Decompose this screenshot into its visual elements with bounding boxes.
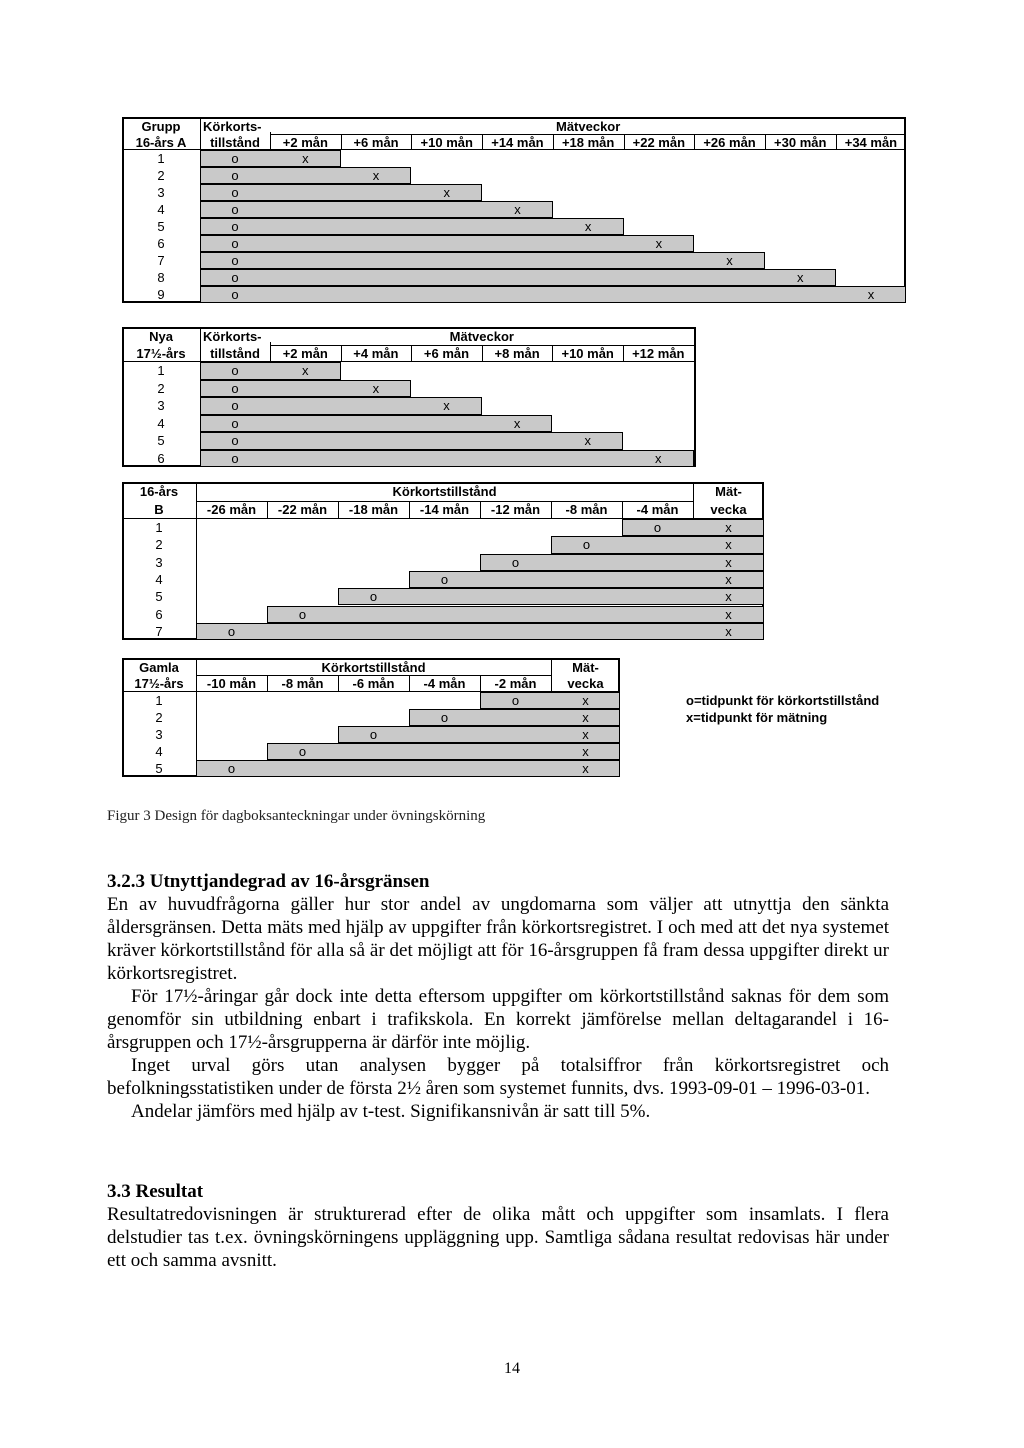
column-header: +8 mån [494, 345, 540, 361]
mark-x: x [725, 520, 732, 535]
group-label-line-2: B [154, 501, 164, 517]
mark-o: o [653, 520, 662, 535]
page-number: 14 [504, 1360, 520, 1377]
figure-caption: Figur 3 Design för dagboksanteckningar under övningskörning [107, 808, 486, 824]
mark-o: o [231, 270, 239, 285]
column-header: -22 mån [277, 501, 328, 517]
mark-x: x [443, 398, 450, 413]
column-header: -26 mån [206, 501, 257, 517]
mark-x: x [797, 270, 804, 285]
column-divider [411, 134, 412, 151]
row-number: 6 [157, 236, 165, 251]
column-divider [480, 501, 481, 520]
timeline-bar [409, 571, 764, 588]
timeline-bar [267, 743, 620, 760]
column-divider [338, 675, 339, 692]
mark-o: o [231, 433, 239, 448]
mark-o: o [511, 554, 520, 570]
column-header: -2 mån [494, 676, 537, 691]
column-divider [409, 501, 410, 520]
column-divider [553, 134, 554, 151]
study-design-grid-16-ars-a [122, 117, 906, 303]
mark-o: o [231, 168, 239, 183]
column-header: +22 mån [632, 134, 686, 150]
timeline-bar [200, 252, 765, 269]
mark-o: o [227, 623, 236, 639]
column-divider [267, 501, 268, 520]
section-3-2-3-paragraph-4: Andelar jämförs med hjälp av t-test. Signifikansnivån är satt till 5%. [131, 1101, 651, 1122]
column-header: +26 mån [703, 134, 756, 150]
column-divider [694, 134, 695, 151]
mark-x: x [725, 623, 732, 639]
row-number: 2 [157, 380, 165, 396]
column-divider [338, 501, 339, 520]
figure-legend [686, 692, 896, 726]
timeline-bar [200, 201, 553, 218]
section-3-2-3 [107, 870, 889, 1123]
mark-x: x [582, 710, 589, 725]
column-header: +12 mån [632, 345, 685, 361]
timeline-bar [200, 450, 694, 468]
row-number: 4 [155, 571, 163, 587]
column-divider [836, 134, 837, 151]
timeline-bar [480, 692, 620, 709]
row-number: 1 [155, 693, 163, 708]
mark-x: x [513, 415, 521, 431]
row-number: 6 [155, 606, 163, 622]
timeline-bar [200, 432, 623, 450]
mat-vecka-label-line-2: vecka [710, 501, 747, 517]
mark-x: x [725, 571, 732, 587]
mark-o: o [227, 761, 236, 776]
mat-vecka-label-line-1: Mät- [572, 660, 599, 675]
timeline-bar [200, 269, 836, 286]
mark-o: o [231, 151, 239, 166]
row-number: 6 [157, 450, 165, 466]
column-header: -10 mån [206, 676, 257, 691]
mark-o: o [369, 589, 378, 605]
section-3-3-paragraph-1: Resultatredovisningen är strukturerad efter de olika mått och uppgifter som insamlats. I flera delstudier tas t.ex. övningskörningens uppläggning upp. Samtliga sådana resultat redovisas här under ett och samma avsnitt. [107, 1204, 889, 1271]
column-divider [551, 501, 552, 520]
mark-x: x [443, 185, 450, 200]
row-number: 7 [155, 623, 163, 639]
mark-o: o [440, 710, 449, 725]
mark-x: x [584, 219, 592, 234]
mark-x: x [867, 287, 875, 302]
span-header: Mätveckor [449, 329, 514, 344]
group-label-line-2: 17½-års [134, 676, 184, 691]
column-header: +4 mån [353, 345, 399, 361]
row-number: 3 [157, 185, 165, 200]
mark-o: o [231, 236, 239, 251]
column-divider [622, 501, 623, 520]
span-header: Mätveckor [555, 119, 621, 134]
timeline-bar [338, 726, 620, 743]
timeline-bar [200, 184, 482, 201]
column-header: +18 mån [561, 134, 615, 150]
group-label-line-2: 17½-års [136, 345, 186, 361]
timeline-bar [200, 397, 482, 415]
mark-x: x [582, 761, 589, 776]
timeline-bar [200, 235, 694, 252]
timeline-bar [200, 218, 624, 235]
column-header: -8 mån [281, 676, 324, 691]
column-divider [267, 675, 268, 692]
column-header: -18 mån [348, 501, 399, 517]
legend-o-line: o=tidpunkt för körkortstillstånd [686, 693, 880, 708]
mark-o: o [231, 253, 239, 268]
column-divider [623, 345, 624, 363]
mark-o: o [511, 693, 520, 708]
mark-x: x [726, 253, 733, 268]
row-number: 5 [157, 219, 165, 234]
korkorts-label-line-2: tillstånd [210, 134, 260, 150]
korkorts-label-line-1: Körkorts- [203, 119, 262, 134]
timeline-bar [196, 760, 620, 777]
mark-x: x [582, 727, 589, 742]
section-3-2-3-paragraph-3: Inget urval görs utan analysen bygger på totalsiffror från körkortsregistret och befolkningsstatistiken under de första 2½ åren som systemet funnits, dvs. 1993-09-01 – 1996-03-01. [107, 1055, 889, 1099]
column-divider [341, 345, 342, 363]
column-divider [409, 675, 410, 692]
legend-x-line: x=tidpunkt för mätning [686, 710, 828, 725]
column-header: +10 mån [420, 134, 473, 150]
column-divider [624, 134, 625, 151]
mark-o: o [582, 537, 591, 553]
section-3-3 [107, 1180, 889, 1272]
column-header: +14 mån [491, 134, 544, 150]
group-label-line-1: Gamla [139, 660, 179, 675]
mark-o: o [231, 363, 239, 378]
timeline-bar [196, 623, 764, 640]
mark-x: x [725, 589, 732, 605]
row-number: 7 [157, 253, 165, 268]
mat-vecka-divider [693, 482, 694, 519]
column-divider [482, 345, 483, 363]
row-number: 5 [157, 433, 165, 448]
mark-x: x [302, 363, 309, 378]
mark-x: x [725, 554, 732, 570]
group-label-line-2: 16-års A [135, 134, 187, 150]
section-3-2-3-paragraph-2: För 17½-åringar går dock inte detta eftersom uppgifter om körkortstillstånd saknas för dem som genomför sin utbildning enbart i trafikskola. En korrekt jämförelse mellan deltagarandel i 16-årsgruppen och 17½-årsgrupperna är därför inte möjlig. [107, 986, 889, 1053]
row-number: 5 [155, 761, 163, 776]
mark-o: o [231, 415, 239, 431]
row-number: 5 [155, 589, 163, 605]
mark-x: x [302, 151, 309, 166]
row-number: 1 [157, 363, 165, 378]
column-divider [480, 675, 481, 692]
timeline-bar [338, 588, 764, 605]
column-header: +2 mån [282, 134, 328, 150]
column-header: -6 mån [352, 676, 395, 691]
mat-vecka-label-line-1: Mät- [715, 484, 742, 499]
column-header: +30 mån [774, 134, 827, 150]
group-label-line-1: Grupp [141, 119, 181, 134]
span-header: Körkortstillstånd [392, 484, 497, 499]
mark-o: o [231, 398, 239, 413]
study-design-grid-nya-17-5-ars [122, 327, 696, 467]
column-divider [765, 134, 766, 151]
column-divider [552, 345, 553, 363]
mark-o: o [231, 185, 239, 200]
mark-x: x [655, 450, 662, 466]
mark-o: o [231, 202, 239, 217]
section-3-2-3-heading: 3.2.3 Utnyttjandegrad av 16-årsgränsen [107, 871, 430, 892]
mark-o: o [298, 606, 307, 622]
section-3-2-3-paragraph-1: En av huvudfrågorna gäller hur stor andel av ungdomarna som väljer att utnyttja den sänkta åldersgränsen. Detta mäts med hjälp av uppgifter från körkortsregistret. I och med att det nya systemet kräver körkortstillstånd för alla så är det möjligt att för 16-årsgruppen få fram dessa uppgifter direkt ur körkortsregistret. [107, 894, 889, 984]
mark-o: o [298, 744, 307, 759]
korkorts-label-line-1: Körkorts- [203, 329, 262, 344]
mark-x: x [514, 202, 521, 217]
mark-o: o [231, 219, 239, 234]
mark-o: o [231, 450, 239, 466]
timeline-bar [200, 362, 341, 380]
row-number: 8 [157, 270, 165, 285]
row-number: 4 [155, 744, 163, 759]
row-number: 9 [157, 287, 165, 302]
mark-o: o [440, 571, 449, 587]
section-3-3-heading: 3.3 Resultat [107, 1181, 204, 1202]
row-number: 4 [157, 202, 165, 217]
row-number: 4 [157, 415, 165, 431]
korkorts-label-line-2: tillstånd [210, 345, 260, 361]
mat-vecka-label-line-2: vecka [567, 676, 604, 691]
timeline-bar [622, 519, 764, 536]
study-design-grid-gamla-17-5-ars [122, 658, 620, 777]
row-number: 3 [157, 398, 165, 413]
mark-o: o [231, 287, 239, 302]
row-number: 2 [155, 710, 163, 725]
column-header: -8 mån [565, 501, 608, 517]
row-number: 3 [155, 727, 163, 742]
group-label-line-1: 16-års [139, 484, 179, 499]
timeline-bar [200, 415, 552, 433]
timeline-bar [267, 606, 764, 623]
group-label-line-1: Nya [149, 329, 173, 344]
timeline-bar [480, 554, 764, 571]
column-divider [482, 134, 483, 151]
row-number: 1 [157, 151, 165, 166]
mark-o: o [231, 380, 239, 396]
row-number: 1 [155, 520, 163, 535]
column-header: -12 mån [490, 501, 541, 517]
timeline-bar [200, 150, 341, 167]
mark-x: x [372, 168, 380, 183]
column-header: +2 mån [282, 345, 328, 361]
mark-x: x [582, 744, 589, 759]
column-header: +10 mån [561, 345, 614, 361]
mark-x: x [655, 236, 663, 251]
mark-x: x [584, 433, 591, 448]
mark-o: o [369, 727, 378, 742]
span-header: Körkortstillstånd [321, 660, 426, 675]
timeline-bar [200, 286, 906, 303]
mark-x: x [582, 693, 589, 708]
column-header: -4 mån [636, 501, 679, 517]
column-header: -14 mån [419, 501, 470, 517]
column-header: -4 mån [423, 676, 466, 691]
column-header: +6 mån [353, 134, 399, 150]
row-number: 2 [157, 168, 165, 183]
mark-x: x [725, 537, 732, 553]
mark-x: x [372, 380, 380, 396]
column-divider [341, 134, 342, 151]
group-column-divider [196, 482, 197, 640]
mat-vecka-divider [551, 658, 552, 692]
row-number: 2 [155, 537, 163, 553]
column-header: +6 mån [423, 345, 470, 361]
tillstand-column-divider [270, 132, 271, 150]
column-header: +34 mån [844, 134, 898, 150]
study-design-grid-16-ars-b [122, 482, 764, 640]
mark-x: x [725, 606, 732, 622]
row-number: 3 [155, 554, 163, 570]
column-divider [411, 345, 412, 363]
